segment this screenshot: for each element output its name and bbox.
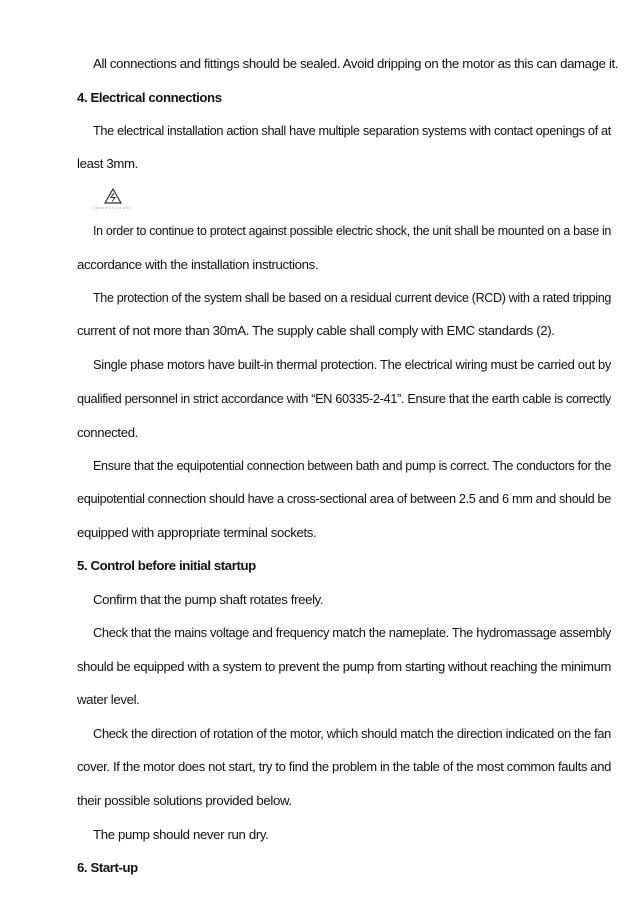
paragraph-line: least 3mm. [77, 156, 138, 171]
paragraph-line: their possible solutions provided below. [77, 793, 292, 808]
paragraph-line: connected. [77, 425, 139, 440]
paragraph-line: The protection of the system shall be based on a residual current device (RCD) with a rated tripping [92, 290, 611, 305]
paragraph-line: All connections and fittings should be sealed. Avoid dripping on the motor as this can damage it. [93, 56, 619, 71]
paragraph-line: Confirm that the pump shaft rotates freely. [93, 592, 324, 607]
paragraph-line: In order to continue to protect against possible electric shock, the unit shall be mounted on a base in [92, 223, 611, 238]
paragraph-line: should be equipped with a system to prevent the pump from starting without reaching the minimum [77, 659, 611, 674]
paragraph-line: The electrical installation action shall have multiple separation systems with contact openings of at [92, 123, 611, 138]
section-heading-start-up: 6. Start-up [77, 860, 138, 875]
paragraph-line: Ensure that the equipotential connection between bath and pump is correct. The conductors for the [92, 458, 611, 473]
paragraph-line: The pump should never run dry. [93, 827, 269, 842]
electrical-hazard-icon [93, 186, 133, 212]
paragraph-line: qualified personnel in strict accordance with “EN 60335-2-41”. Ensure that the earth cable is correctly [77, 391, 611, 406]
section-heading-electrical-connections: 4. Electrical connections [77, 90, 222, 105]
paragraph-line: Check that the mains voltage and frequency match the nameplate. The hydromassage assembly [92, 625, 611, 640]
paragraph-line: Check the direction of rotation of the motor, which should match the direction indicated on the fan [92, 726, 611, 741]
paragraph-line: equipped with appropriate terminal sockets. [77, 525, 317, 540]
paragraph-line: water level. [77, 692, 140, 707]
paragraph-line: current of not more than 30mA. The supply cable shall comply with EMC standards (2). [77, 323, 555, 338]
paragraph-line: equipotential connection should have a cross-sectional area of between 2.5 and 6 mm and should be [77, 491, 611, 506]
paragraph-line: accordance with the installation instructions. [77, 257, 319, 272]
section-heading-control-before-startup: 5. Control before initial startup [77, 558, 256, 573]
paragraph-line: Single phase motors have built-in thermal protection. The electrical wiring must be carried out by [92, 357, 611, 372]
paragraph-line: cover. If the motor does not start, try to find the problem in the table of the most common faults and [77, 759, 611, 774]
